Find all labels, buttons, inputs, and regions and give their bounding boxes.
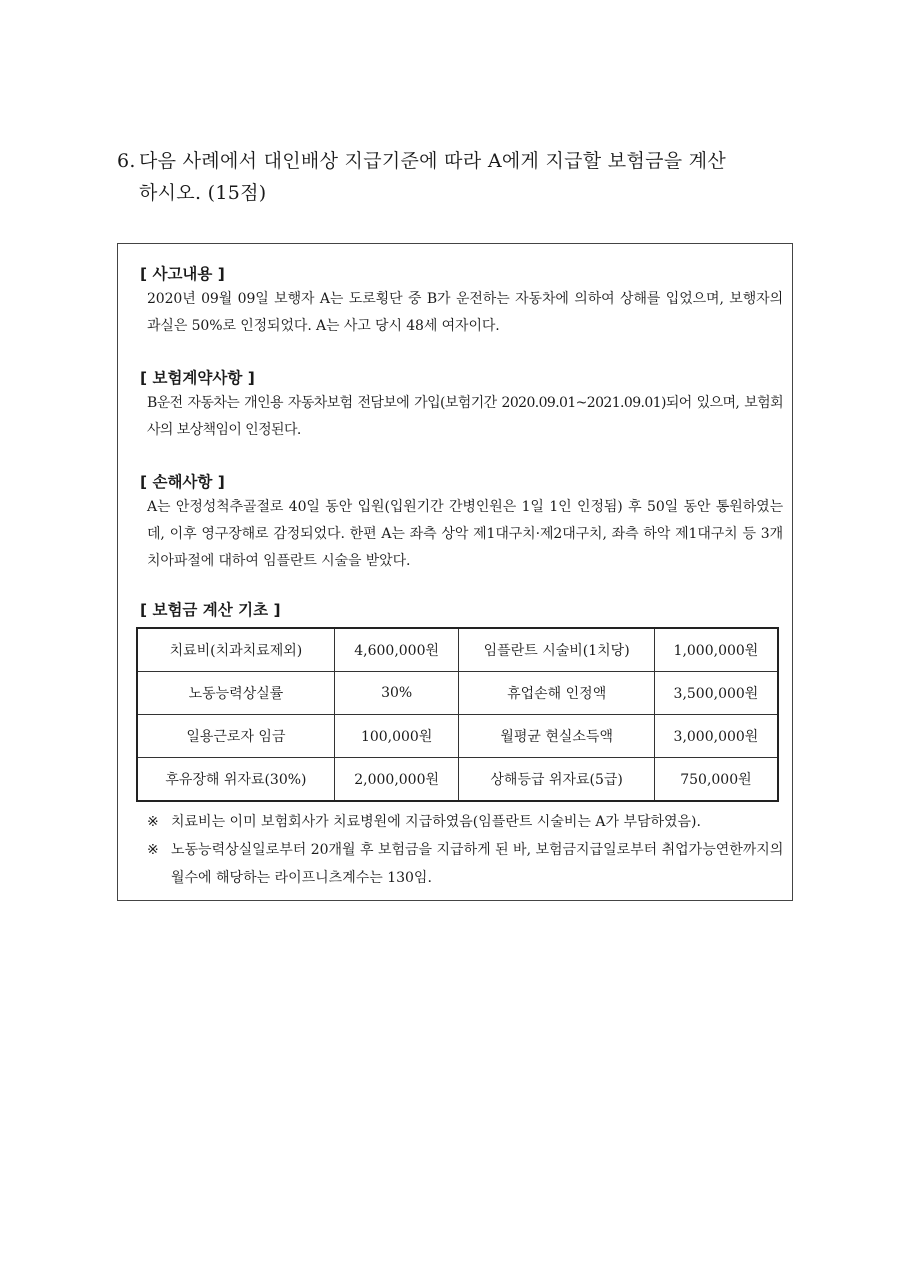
section-title-contract: [ 보험계약사항 ] [140,369,255,387]
section-text-damage: A는 안정성척추골절로 40일 동안 입원(입원기간 간병인원은 1일 1인 인정됨) 후 50일 동안 통원하였는데, 이후 영구장해로 감정되었다. 한편 A는 좌측 상악 제1대구치·제2대구치, 좌측 하악 제1대구치 등 3개 치아파절에 대하여 임플란트 시술을 받았다. [147,499,783,569]
table-value-cell: 3,000,000원 [654,715,778,758]
table-label-cell: 임플란트 시술비(1치당) [459,628,654,672]
table-label-cell: 후유장해 위자료(30%) [137,758,334,802]
table-label-cell: 휴업손해 인정액 [459,672,654,715]
table-label-cell: 일용근로자 임금 [137,715,334,758]
section-title-damage: [ 손해사항 ] [140,473,225,491]
table-value-cell: 750,000원 [654,758,778,802]
section-title-basis: [ 보험금 계산 기초 ] [140,601,281,619]
table-label-cell: 월평균 현실소득액 [459,715,654,758]
table-value-cell: 3,500,000원 [654,672,778,715]
calculation-basis-table [136,627,779,802]
table-value-cell: 100,000원 [334,715,459,758]
table-label-cell: 노동능력상실률 [137,672,334,715]
table-label-cell: 치료비(치과치료제외) [137,628,334,672]
section-text-accident: 2020년 09월 09일 보행자 A는 도로횡단 중 B가 운전하는 자동차에 의하여 상해를 입었으며, 보행자의 과실은 50%로 인정되었다. A는 사고 당시 48세 여자이다. [147,291,783,334]
note-text: 노동능력상실일로부터 20개월 후 보험금을 지급하게 된 바, 보험금지급일로부터 취업가능연한까지의 월수에 해당하는 라이프니츠계수는 130임. [171,842,784,886]
table-label-cell: 상해등급 위자료(5급) [459,758,654,802]
note-text: 치료비는 이미 보험회사가 치료병원에 지급하였음(임플란트 시술비는 A가 부담하였음). [171,814,701,830]
note-mark: ※ [147,814,159,830]
note-item [147,808,787,836]
question-number: 6. [117,150,136,172]
table-row [137,628,778,672]
case-box [117,243,793,901]
table-value-cell: 2,000,000원 [334,758,459,802]
table-value-cell: 30% [334,672,459,715]
table-row [137,672,778,715]
note-mark: ※ [147,842,159,858]
table-value-cell: 1,000,000원 [654,628,778,672]
section-title-accident: [ 사고내용 ] [140,265,225,283]
section-text-contract: B운전 자동차는 개인용 자동차보험 전담보에 가입(보험기간 2020.09.01~2021.09.01)되어 있으며, 보험회사의 보상책임이 인정된다. [147,395,783,438]
question-text-line2: 하시오. (15점) [139,182,267,204]
table-row [137,758,778,802]
question-text-line1: 다음 사례에서 대인배상 지급기준에 따라 A에게 지급할 보험금을 계산 [139,150,727,172]
note-item [147,836,787,892]
table-value-cell: 4,600,000원 [334,628,459,672]
table-row [137,715,778,758]
